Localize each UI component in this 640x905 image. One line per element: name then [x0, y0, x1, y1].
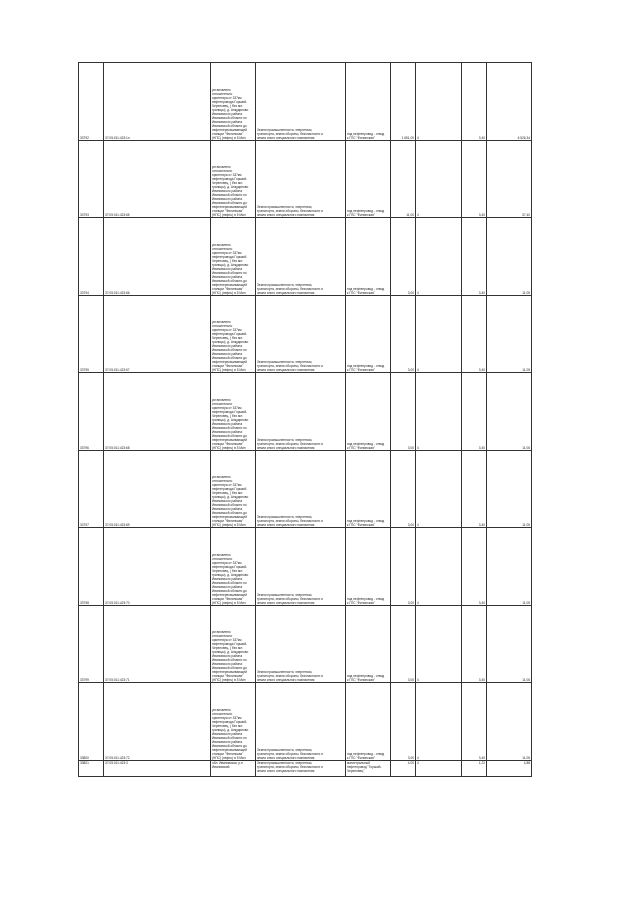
value-cell: 11,05	[487, 683, 532, 761]
permitted-use-cell: магистральный нефтепровод "Горький- Череповец"	[346, 760, 391, 776]
area-cell: 3,00	[391, 295, 416, 373]
land-category-cell: Земли промышленности, энергетики, транспорта, земли обороны, безопасности и земли иного специального назначения	[256, 140, 346, 218]
mark-cell: 4	[416, 63, 462, 141]
value-cell: 11,05	[487, 295, 532, 373]
table-row	[79, 605, 532, 683]
area-cell: 11,00	[391, 140, 416, 218]
permitted-use-cell: под нефтепровод - отвод к ГПС "Филинская"	[346, 528, 391, 606]
mark-cell: 4	[416, 295, 462, 373]
value-cell: 11,05	[487, 218, 532, 296]
table-row	[79, 140, 532, 218]
plot-number-cell: 33800	[79, 683, 104, 761]
plot-number-cell: 33793	[79, 140, 104, 218]
land-category-cell: Земли промышленности, энергетики, транспорта, земли обороны, безопасности и земли иного специального назначения	[256, 760, 346, 776]
area-cell: 3,00	[391, 373, 416, 451]
table-row	[79, 218, 532, 296]
cadastral-number-cell: 37:05:011:423:1н	[104, 63, 211, 141]
permitted-use-cell: под нефтепровод - отвод к ГПС "Филинская"	[346, 683, 391, 761]
rate-cell: 3,40	[462, 140, 487, 218]
location-cell: установлено относительно ориентира от 337км нефтепровода Горький- Череповец, ( без акт. границы), д. Анкудиново Ивановского района Ивановской области по Ивановского района Ивановской области до нефтеперекачивающей станции "Филинская" (НПС) (нефть) в 5 Мил	[211, 63, 256, 141]
table-row	[79, 760, 532, 776]
land-plots-table	[78, 62, 532, 777]
table-row	[79, 295, 532, 373]
rate-cell: 3,40	[462, 295, 487, 373]
cadastral-number-cell: 37:05:011:423:68	[104, 373, 211, 451]
rate-cell: 3,40	[462, 683, 487, 761]
rate-cell: 3,40	[462, 63, 487, 141]
plot-number-cell: 33795	[79, 295, 104, 373]
land-category-cell: Земли промышленности, энергетики, транспорта, земли обороны, безопасности и земли иного специального назначения	[256, 295, 346, 373]
value-cell: 11,05	[487, 450, 532, 528]
permitted-use-cell: под нефтепровод - отвод к ГПС "Филинская"	[346, 373, 391, 451]
permitted-use-cell: под нефтепровод - отвод к ГПС "Филинская"	[346, 450, 391, 528]
table-row	[79, 528, 532, 606]
table-row	[79, 373, 532, 451]
location-cell: установлено относительно ориентира от 337км нефтепровода Горький- Череповец, ( без акт. границы), д. Анкудиново Ивановского района Ивановской области по Ивановского района Ивановской области до нефтеперекачивающей станции "Филинская" (НПС) (нефть) в 5 Мил	[211, 218, 256, 296]
permitted-use-cell: под нефтепровод - отвод к ГПС "Филинская"	[346, 140, 391, 218]
area-cell: 3,00	[391, 683, 416, 761]
location-cell: установлено относительно ориентира от 337км нефтепровода Горький- Череповец, ( без акт. границы), д. Анкудиново Ивановского района Ивановской области по Ивановского района Ивановской области до нефтеперекачивающей станции "Филинская" (НПС) (нефть) в 5 Мил	[211, 528, 256, 606]
plot-number-cell: 33792	[79, 63, 104, 141]
table-row	[79, 450, 532, 528]
value-cell: 11,05	[487, 373, 532, 451]
permitted-use-cell: под нефтепровод - отвод к ГПС "Филинская"	[346, 295, 391, 373]
table-row	[79, 63, 532, 141]
mark-cell: 4	[416, 140, 462, 218]
location-cell: установлено относительно ориентира от 337км нефтепровода Горький- Череповец, ( без акт. границы), д. Анкудиново Ивановского района Ивановской области по Ивановского района Ивановской области до нефтеперекачивающей станции "Филинская" (НПС) (нефть) в 5 Мил	[211, 373, 256, 451]
value-cell: 11,05	[487, 605, 532, 683]
table-body	[79, 63, 532, 777]
land-category-cell: Земли промышленности, энергетики, транспорта, земли обороны, безопасности и земли иного специального назначения	[256, 450, 346, 528]
cadastral-number-cell: 37:05:011:423:72	[104, 683, 211, 761]
area-cell: 1 651,00	[391, 63, 416, 141]
location-cell: установлено относительно ориентира от 337км нефтепровода Горький- Череповец, ( без акт. границы), д. Анкудиново Ивановского района Ивановской области по Ивановского района Ивановской области до нефтеперекачивающей станции "Филинская" (НПС) (нефть) в 5 Мил	[211, 140, 256, 218]
plot-number-cell: 33794	[79, 218, 104, 296]
mark-cell: 4	[416, 605, 462, 683]
area-cell: 3,00	[391, 218, 416, 296]
permitted-use-cell: под нефтепровод - отвод к ГПС "Филинская"	[346, 218, 391, 296]
land-category-cell: Земли промышленности, энергетики, транспорта, земли обороны, безопасности и земли иного специального назначения	[256, 683, 346, 761]
land-category-cell: Земли промышленности, энергетики, транспорта, земли обороны, безопасности и земли иного специального назначения	[256, 373, 346, 451]
cadastral-number-cell: 37:05:011:423:65	[104, 140, 211, 218]
cadastral-number-cell: 37:05:011:423:3	[104, 760, 211, 776]
permitted-use-cell: под нефтепровод - отвод к ГПС "Филинская"	[346, 605, 391, 683]
land-category-cell: Земли промышленности, энергетики, транспорта, земли обороны, безопасности и земли иного специального назначения	[256, 63, 346, 141]
cadastral-number-cell: 37:05:011:423:70	[104, 528, 211, 606]
table-row	[79, 683, 532, 761]
value-cell: 11,05	[487, 528, 532, 606]
plot-number-cell: 33796	[79, 373, 104, 451]
rate-cell: 3,40	[462, 218, 487, 296]
land-category-cell: Земли промышленности, энергетики, транспорта, земли обороны, безопасности и земли иного специального назначения	[256, 605, 346, 683]
location-cell: установлено относительно ориентира от 337км нефтепровода Горький- Череповец, ( без акт. границы), д. Анкудиново Ивановского района Ивановской области по Ивановского района Ивановской области до нефтеперекачивающей станции "Филинская" (НПС) (нефть) в 5 Мил	[211, 605, 256, 683]
area-cell: 4,00	[391, 760, 416, 776]
rate-cell: 3,40	[462, 605, 487, 683]
plot-number-cell: 33797	[79, 450, 104, 528]
cadastral-number-cell: 37:05:011:423:67	[104, 295, 211, 373]
permitted-use-cell: под нефтепровод - отвод к ГПС "Филинская"	[346, 63, 391, 141]
mark-cell: 4	[416, 373, 462, 451]
area-cell: 3,00	[391, 450, 416, 528]
cadastral-number-cell: 37:05:011:423:69	[104, 450, 211, 528]
plot-number-cell: 33801	[79, 760, 104, 776]
rate-cell: 1,22	[462, 760, 487, 776]
value-cell: 6 526,34	[487, 63, 532, 141]
location-cell: установлено относительно ориентира от 337км нефтепровода Горький- Череповец, ( без акт. границы), д. Анкудиново Ивановского района Ивановской области по Ивановского района Ивановской области до нефтеперекачивающей станции "Филинская" (НПС) (нефть) в 5 Мил	[211, 450, 256, 528]
plot-number-cell: 33799	[79, 605, 104, 683]
mark-cell: 4	[416, 760, 462, 776]
value-cell: 4,88	[487, 760, 532, 776]
mark-cell: 4	[416, 218, 462, 296]
land-category-cell: Земли промышленности, энергетики, транспорта, земли обороны, безопасности и земли иного специального назначения	[256, 218, 346, 296]
area-cell: 3,00	[391, 605, 416, 683]
cadastral-number-cell: 37:05:011:423:66	[104, 218, 211, 296]
rate-cell: 3,40	[462, 450, 487, 528]
plot-number-cell: 33798	[79, 528, 104, 606]
location-cell: установлено относительно ориентира от 337км нефтепровода Горький- Череповец, ( без акт. границы), д. Анкудиново Ивановского района Ивановской области по Ивановского района Ивановской области до нефтеперекачивающей станции "Филинская" (НПС) (нефть) в 5 Мил	[211, 295, 256, 373]
location-cell: установлено относительно ориентира от 337км нефтепровода Горький- Череповец, ( без акт. границы), д. Анкудиново Ивановского района Ивановской области по Ивановского района Ивановской области до нефтеперекачивающей станции "Филинская" (НПС) (нефть) в 5 Мил	[211, 683, 256, 761]
land-category-cell: Земли промышленности, энергетики, транспорта, земли обороны, безопасности и земли иного специального назначения	[256, 528, 346, 606]
rate-cell: 3,40	[462, 373, 487, 451]
location-cell: обл. Ивановская, р-н Ивановский	[211, 760, 256, 776]
mark-cell: 4	[416, 528, 462, 606]
rate-cell: 3,40	[462, 528, 487, 606]
mark-cell: 4	[416, 450, 462, 528]
mark-cell: 4	[416, 683, 462, 761]
area-cell: 3,00	[391, 528, 416, 606]
value-cell: 37,40	[487, 140, 532, 218]
cadastral-number-cell: 37:05:011:423:71	[104, 605, 211, 683]
